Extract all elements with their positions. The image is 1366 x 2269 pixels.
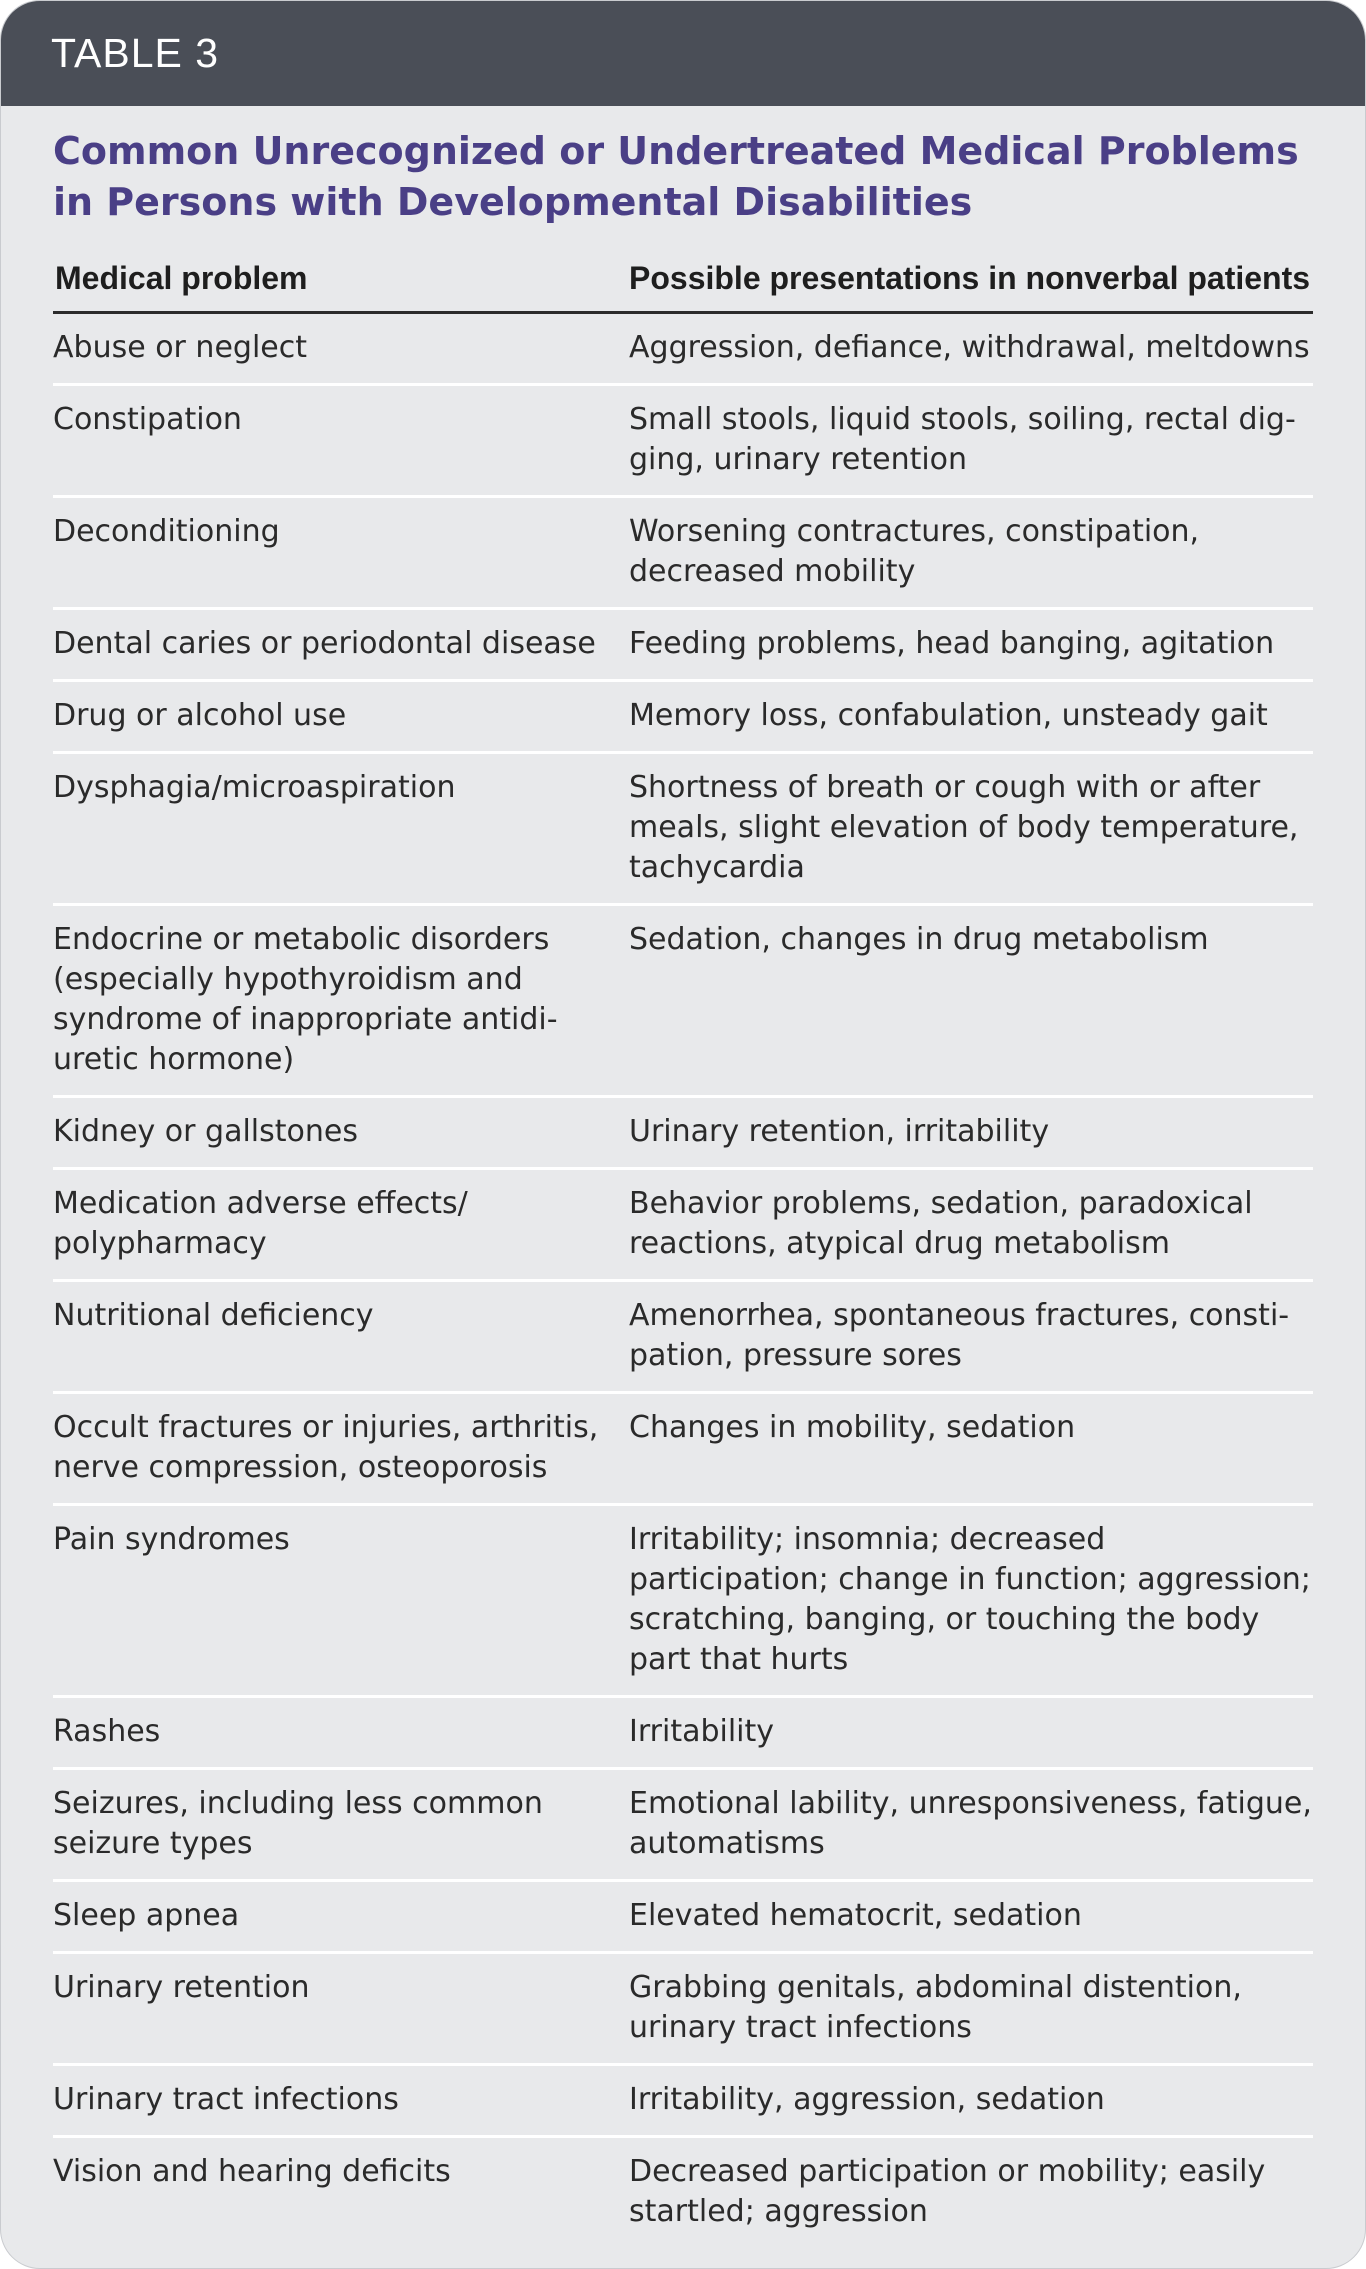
table-row	[53, 1882, 1313, 1954]
table-row	[53, 386, 1313, 498]
table-row	[53, 1506, 1313, 1698]
cell-medical-problem: Rashes	[53, 1714, 161, 1749]
cell-presentation: Changes in mobility, sedation	[629, 1410, 1076, 1445]
table-header-bar	[1, 1, 1365, 106]
column-header-medical-problem: Medical problem	[55, 260, 308, 296]
cell-medical-problem: Medication adverse effects/ polypharmacy	[53, 1186, 468, 1261]
table-row	[53, 498, 1313, 610]
cell-presentation: Sedation, changes in drug metabolism	[629, 922, 1209, 957]
cell-medical-problem: Pain syndromes	[53, 1522, 290, 1557]
table-row	[53, 1098, 1313, 1170]
cell-medical-problem: Occult fractures or injuries, arthritis, nerve compression, osteoporosis	[53, 1410, 599, 1485]
table-row	[53, 2066, 1313, 2138]
table-label: TABLE 3	[51, 30, 220, 76]
cell-presentation: Elevated hematocrit, sedation	[629, 1898, 1082, 1933]
table-row	[53, 1954, 1313, 2066]
table-row	[53, 1282, 1313, 1394]
table-row	[53, 610, 1313, 682]
cell-presentation: Behavior problems, sedation, paradoxical reactions, atypical drug metabolism	[629, 1186, 1253, 1261]
cell-presentation: Aggression, defiance, withdrawal, meltdowns	[629, 330, 1310, 365]
cell-presentation: Amenorrhea, spontaneous fractures, consti-pation, pressure sores	[629, 1298, 1290, 1373]
table-row	[53, 906, 1313, 1098]
table-head	[53, 238, 1313, 314]
table-row	[53, 1770, 1313, 1882]
cell-medical-problem: Drug or alcohol use	[53, 698, 347, 733]
cell-presentation: Irritability, aggression, sedation	[629, 2082, 1105, 2117]
table-row	[53, 1698, 1313, 1770]
cell-presentation: Emotional lability, unresponsiveness, fatigue, automatisms	[629, 1786, 1312, 1861]
cell-medical-problem: Urinary tract infections	[53, 2082, 399, 2117]
table-row	[53, 1394, 1313, 1506]
table-row	[53, 754, 1313, 906]
cell-presentation: Irritability	[629, 1714, 775, 1749]
cell-presentation: Shortness of breath or cough with or after meals, slight elevation of body temperature, tachycardia	[629, 770, 1299, 885]
cell-medical-problem: Abuse or neglect	[53, 330, 307, 365]
table-body	[53, 314, 1313, 2247]
cell-medical-problem: Deconditioning	[53, 514, 280, 549]
cell-presentation: Grabbing genitals, abdominal distention, urinary tract infections	[629, 1970, 1242, 2045]
column-header-presentations: Possible presentations in nonverbal patients	[629, 260, 1311, 296]
table-title: Common Unrecognized or Undertreated Medical Problems in Persons with Developmental Disabilities	[53, 129, 1299, 224]
cell-medical-problem: Urinary retention	[53, 1970, 310, 2005]
table-row	[53, 682, 1313, 754]
data-table	[53, 238, 1313, 2247]
table-row	[53, 2138, 1313, 2247]
cell-medical-problem: Constipation	[53, 402, 242, 437]
cell-presentation: Decreased participation or mobility; easily startled; aggression	[629, 2154, 1266, 2229]
cell-medical-problem: Dysphagia/microaspiration	[53, 770, 456, 805]
cell-presentation: Irritability; insomnia; decreased participation; change in function; aggression; scratching, banging, or touching the body part that hurts	[629, 1522, 1311, 1677]
cell-medical-problem: Sleep apnea	[53, 1898, 240, 1933]
cell-presentation: Worsening contractures, constipation, decreased mobility	[629, 514, 1200, 589]
cell-medical-problem: Vision and hearing deficits	[53, 2154, 451, 2189]
cell-medical-problem: Dental caries or periodontal disease	[53, 626, 596, 661]
cell-presentation: Small stools, liquid stools, soiling, rectal dig-ging, urinary retention	[629, 402, 1296, 477]
cell-presentation: Urinary retention, irritability	[629, 1114, 1050, 1149]
table-row	[53, 1170, 1313, 1282]
cell-medical-problem: Endocrine or metabolic disorders (especially hypothyroidism and syndrome of inappropriate antidi-uretic hormone)	[53, 922, 558, 1077]
cell-medical-problem: Kidney or gallstones	[53, 1114, 358, 1149]
cell-medical-problem: Nutritional deficiency	[53, 1298, 374, 1333]
cell-presentation: Feeding problems, head banging, agitation	[629, 626, 1275, 661]
cell-presentation: Memory loss, confabulation, unsteady gait	[629, 698, 1268, 733]
table-row	[53, 314, 1313, 386]
cell-medical-problem: Seizures, including less common seizure types	[53, 1786, 543, 1861]
